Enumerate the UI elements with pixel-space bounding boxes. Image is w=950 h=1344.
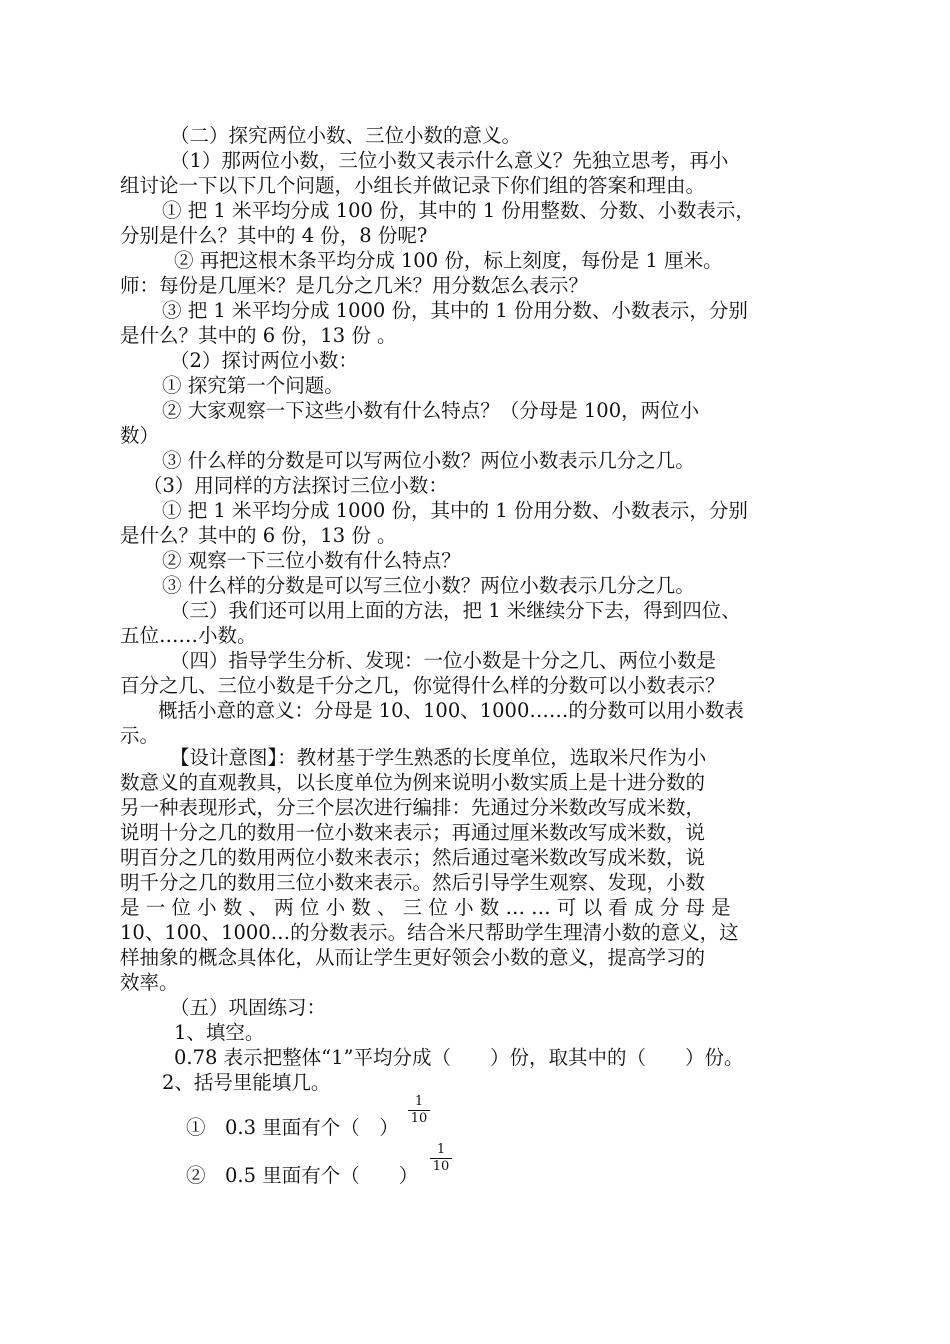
text-line: 效率。 bbox=[120, 971, 179, 994]
text-line: 五位……小数。 bbox=[120, 624, 257, 647]
text-line: 分别是什么？其中的 4 份，8 份呢? bbox=[120, 224, 428, 247]
fraction-denominator: 10 bbox=[432, 1159, 450, 1174]
text-line: 组讨论一下以下几个问题，小组长并做记录下你们组的答案和理由。 bbox=[120, 174, 706, 197]
fraction-numerator: 1 bbox=[430, 1143, 452, 1159]
text-line: 百分之几、三位小数是千分之几，你觉得什么样的分数可以小数表示？ bbox=[120, 674, 725, 697]
text-line: （四）指导学生分析、发现：一位小数是十分之几、两位小数是 bbox=[170, 649, 717, 672]
text-line: ① 探究第一个问题。 bbox=[162, 374, 344, 397]
text-line: 1、填空。 bbox=[174, 1021, 265, 1044]
text-line: （1）那两位小数，三位小数又表示什么意义？先独立思考，再小 bbox=[170, 149, 729, 172]
fraction bbox=[430, 1143, 452, 1174]
text-line: ③ 把 1 米平均分成 1000 份，其中的 1 份用分数、小数表示，分别 bbox=[162, 299, 748, 322]
text-line: ② 观察一下三位小数有什么特点？ bbox=[162, 549, 461, 572]
text-line: ② 再把这根木条平均分成 100 份，标上刻度，每份是 1 厘米。 bbox=[174, 249, 723, 272]
text-line: 数） bbox=[120, 424, 160, 447]
text-line: ① 把 1 米平均分成 100 份，其中的 1 份用整数、分数、小数表示， bbox=[162, 199, 755, 222]
text-line: 示。 bbox=[120, 724, 160, 747]
text-line: 10、100、1000…的分数表示。结合米尺帮助学生理清小数的意义，这 bbox=[120, 921, 739, 944]
text-line: （3）用同样的方法探讨三位小数： bbox=[143, 474, 448, 497]
text-line: （二）探究两位小数、三位小数的意义。 bbox=[170, 124, 522, 147]
fraction bbox=[408, 1095, 430, 1126]
text-line: 另一种表现形式，分三个层次进行编排：先通过分米数改写成米数， bbox=[120, 796, 706, 819]
text-line: 明百分之几的数用两位小数来表示；然后通过毫米数改写成米数，说 bbox=[120, 846, 706, 869]
text-line: ① 把 1 米平均分成 1000 份，其中的 1 份用分数、小数表示，分别 bbox=[162, 499, 748, 522]
text-line: 是什么？其中的 6 份，13 份 。 bbox=[120, 524, 397, 547]
text-line: 说明十分之几的数用一位小数来表示；再通过厘米数改写成米数，说 bbox=[120, 821, 706, 844]
fraction-numerator: 1 bbox=[408, 1095, 430, 1111]
text-line: 0.78 表示把整体“1”平均分成（ ）份，取其中的（ ）份。 bbox=[174, 1046, 744, 1069]
exercise-item: ② 0.5 里面有个（ ） bbox=[186, 1164, 419, 1187]
text-line: 【设计意图】：教材基于学生熟悉的长度单位，选取米尺作为小 bbox=[170, 746, 707, 769]
text-line: 样抽象的概念具体化，从而让学生更好领会小数的意义，提高学习的 bbox=[120, 946, 706, 969]
text-line: ③ 什么样的分数是可以写三位小数？两位小数表示几分之几。 bbox=[162, 574, 695, 597]
text-line: 概括小意的意义：分母是 10、100、1000……的分数可以用小数表 bbox=[158, 699, 744, 722]
text-line: 师：每份是几厘米？是几分之几米？用分数怎么表示？ bbox=[120, 274, 589, 297]
fraction-denominator: 10 bbox=[410, 1111, 428, 1126]
text-line: ③ 什么样的分数是可以写两位小数？两位小数表示几分之几。 bbox=[162, 449, 695, 472]
text-line: 2、括号里能填几。 bbox=[162, 1071, 331, 1094]
text-line: 是什么？其中的 6 份，13 份 。 bbox=[120, 324, 397, 347]
text-line: ② 大家观察一下这些小数有什么特点？（分母是 100，两位小 bbox=[162, 399, 700, 422]
text-line: （2）探讨两位小数： bbox=[170, 349, 358, 372]
text-line: 数意义的直观教具，以长度单位为例来说明小数实质上是十进分数的 bbox=[120, 771, 706, 794]
text-line: （五）巩固练习： bbox=[170, 996, 327, 1019]
text-line: （三）我们还可以用上面的方法，把 1 米继续分下去，得到四位、 bbox=[170, 599, 741, 622]
exercise-item: ① 0.3 里面有个（ ） bbox=[186, 1116, 399, 1139]
text-line: 是 一 位 小 数 、 两 位 小 数 、 三 位 小 数 … … 可 以 看 成 分 母 是 bbox=[120, 896, 731, 919]
text-line: 明千分之几的数用三位小数来表示。然后引导学生观察、发现，小数 bbox=[120, 871, 706, 894]
